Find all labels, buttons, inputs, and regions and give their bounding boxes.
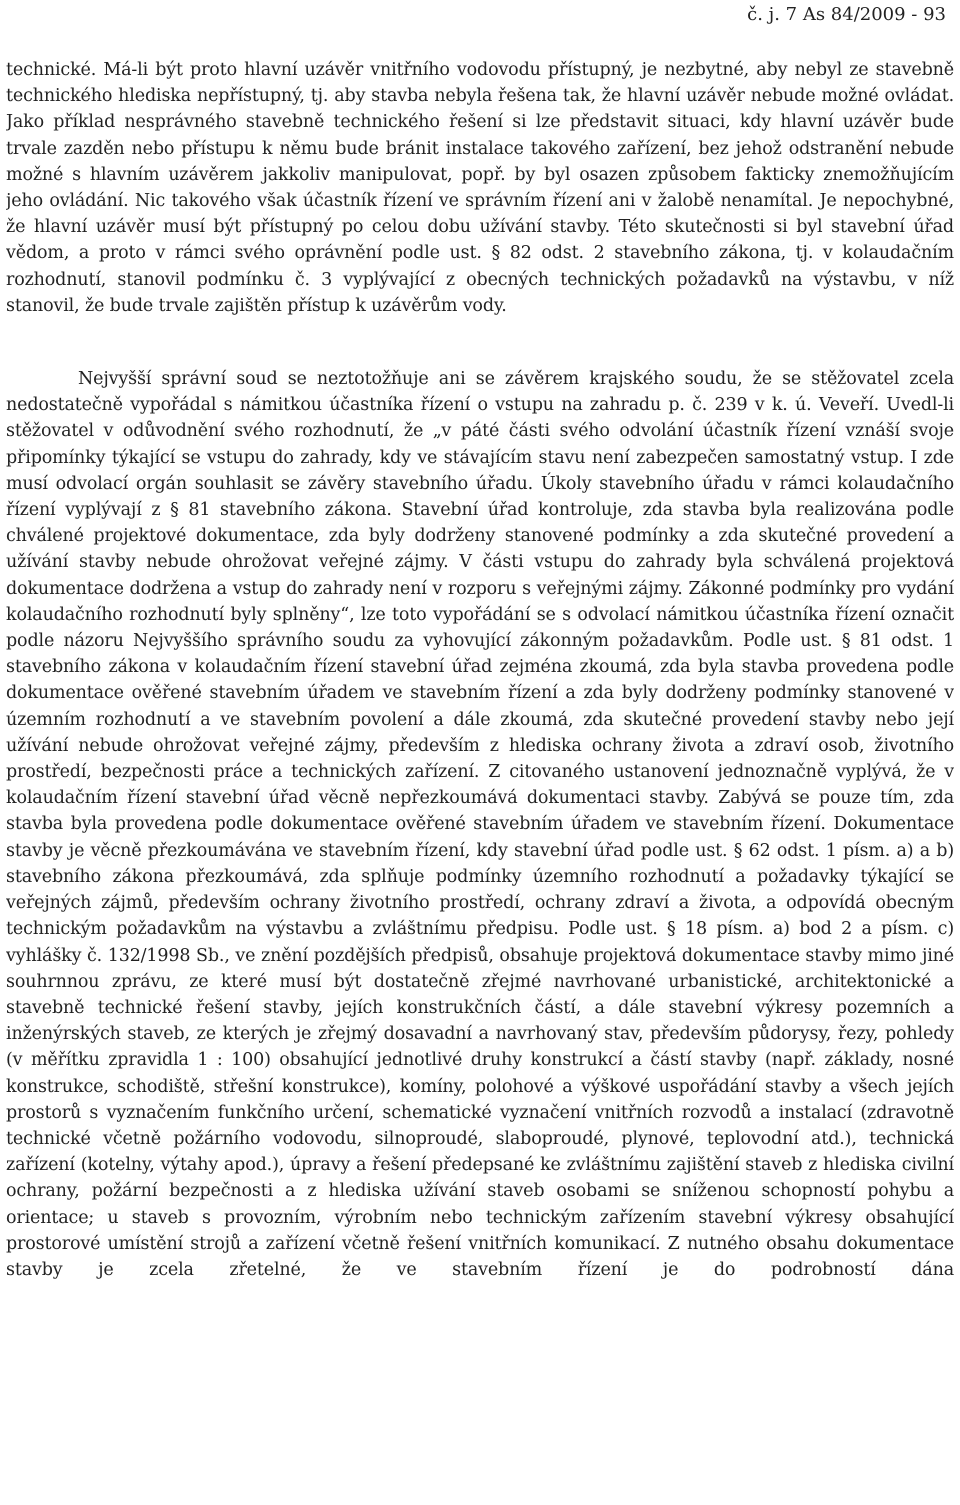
document-body [6,57,954,1283]
paragraph-1: technické. Má-li být proto hlavní uzávěr vnitřního vodovodu přístupný, je nezbytné, aby nebyl ze stavebně technického hlediska nepřístupný, tj. aby stavba nebyla řešena tak, že hlavní uzávěr nebude možné ovládat. Jako příklad nesprávného stavebně technického řešení si lze představit situaci, kdy hlavní uzávěr bude trvale zazděn nebo přístupu k němu bude bránit instalace takového zařízení, bez jehož odstranění nebude možné s hlavním uzávěrem jakkoliv manipulovat, popř. by byl osazen způsobem fakticky znemožňujícím jeho ovládání. Nic takového však účastník řízení ve správním řízení ani v žalobě nenamítal. Je nepochybné, že hlavní uzávěr musí být přístupný po celou dobu užívání stavby. Této skutečnosti si byl stavební úřad vědom, a proto v rámci svého oprávnění podle ust. § 82 odst. 2 stavebního zákona, tj. v kolaudačním rozhodnutí, stanovil podmínku č. 3 vyplývající z obecných technických požadavků na výstavbu, v níž stanovil, že bude trvale zajištěn přístup k uzávěrům vody. [6,60,954,316]
paragraph-2: Nejvyšší správní soud se neztotožňuje ani se závěrem krajského soudu, že se stěžovatel zcela nedostatečně vypořádal s námitkou účastníka řízení o vstupu na zahradu p. č. 239 v k. ú. Veveří. Uvedl-li stěžovatel v odůvodnění svého rozhodnutí, že „v páté části svého odvolání účastník řízení vznáší svoje připomínky týkající se vstupu do zahrady, kdy ve stávajícím stavu není zabezpečen samostatný vstup. I zde musí odvolací orgán souhlasit se závěry stavebního úřadu. Úkoly stavebního úřadu v rámci kolaudačního řízení vyplývají z § 81 stavebního zákona. Stavební úřad kontroluje, zda stavba byla realizována podle chválené projektové dokumentace, zda byly dodrženy stanovené podmínky a zda skutečné provedení a užívání stavby nebude ohrožovat veřejné zájmy. V části vstupu do zahrady byla schválená projektová dokumentace dodržena a vstup do zahrady není v rozporu s veřejnými zájmy. Zákonné podmínky pro vydání kolaudačního rozhodnutí byly splněny“, lze toto vypořádání se s odvolací námitkou účastníka řízení označit podle názoru Nejvyššího správního soudu za vyhovující zákonným požadavkům. Podle ust. § 81 odst. 1 stavebního zákona v kolaudačním řízení stavební úřad zejména zkoumá, zda byla stavba provedena podle dokumentace ověřené stavebním úřadem ve stavebním řízení a zda byly dodrženy podmínky stanovené v územním rozhodnutí a ve stavebním povolení a dále zkoumá, zda skutečné provedení stavby nebo její užívání nebude ohrožovat veřejné zájmy, především z hlediska ochrany života a zdraví osob, životního prostředí, bezpečnosti práce a technických zařízení. Z citovaného ustanovení jednoznačně vyplývá, že v kolaudačním řízení stavební úřad věcně nepřezkoumává dokumentaci stavby. Zabývá se pouze tím, zda stavba byla provedena podle dokumentace ověřené stavebním úřadem ve stavebním řízení. Dokumentace stavby je věcně přezkoumávána ve stavebním řízení, kdy stavební úřad podle ust. § 62 odst. 1 písm. a) a b) stavebního zákona přezkoumává, zda splňuje podmínky územního rozhodnutí a požadavky týkající se veřejných zájmů, především ochrany životního prostředí, ochrany zdraví a života, a odpovídá obecným technickým požadavkům na výstavbu a zvláštnímu předpisu. Podle ust. § 18 písm. a) bod 2 a písm. c) vyhlášky č. 132/1998 Sb., ve znění pozdějších předpisů, obsahuje projektová dokumentace stavby mimo jiné souhrnnou zprávu, ze které musí být dostatečně zřejmé navrhované urbanistické, architektonické a stavebně technické řešení stavby, jejích konstrukčních částí, a dále stavební výkresy pozemních a inženýrských staveb, ze kterých je zřejmý dosavadní a navrhovaný stav, především půdorysy, řezy, pohledy (v měřítku zpravidla 1 : 100) obsahující jednotlivé druhy konstrukcí a částí stavby (např. základy, nosné konstrukce, schodiště, střešní konstrukce), komíny, polohové a výškové uspořádání stavby a všech jejích prostorů s vyznačením funkčního určení, schematické vyznačení vnitřních rozvodů a instalací (zdravotně technické včetně požárního vodovodu, silnoproudé, slaboproudé, plynové, teplovodní atd.), technická zařízení (kotelny, výtahy apod.), úpravy a řešení předepsané ke zvláštnímu zajištění staveb z hlediska civilní ochrany, požární bezpečnosti a z hlediska užívání staveb osobami se sníženou schopností pohybu a orientace; u staveb s provozním, výrobním nebo technickým zařízením stavební výkresy obsahující prostorové umístění strojů a zařízení včetně řešení vnitřních komunikací. Z nutného obsahu dokumentace stavby je zcela zřetelné, že ve stavebním řízení je do podrobností dána [6,369,954,1280]
case-number-header: č. j. 7 As 84/2009 - 93 [747,4,946,25]
paragraph-gap [6,319,954,366]
document-page [6,0,954,1505]
